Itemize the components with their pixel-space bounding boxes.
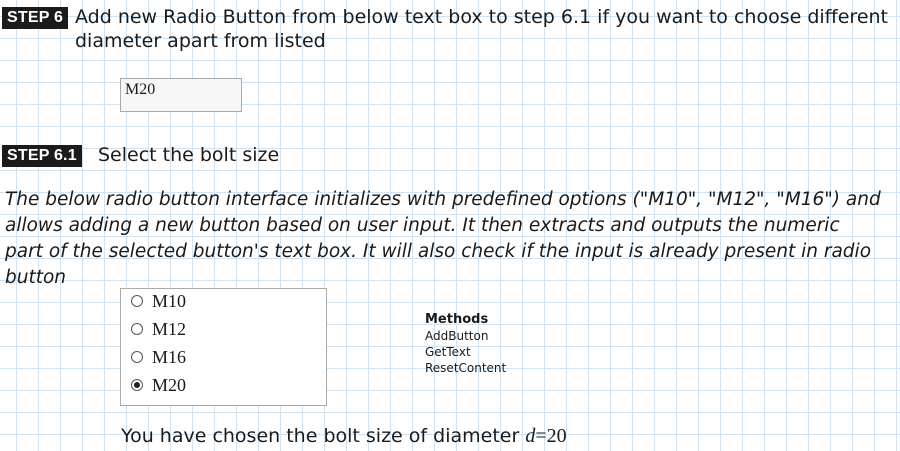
description-line: button [5,267,67,288]
new-diameter-input[interactable]: M20 [120,78,242,112]
radio-option-m12[interactable] [131,317,186,341]
radio-selected-icon[interactable] [131,379,143,391]
method-item: ResetContent [425,361,507,375]
step-6-badge: STEP 6 [2,7,68,29]
step-6-1-title: Select the bolt size [98,144,280,166]
result-value: 20 [546,425,567,447]
step-6-1-badge: STEP 6.1 [2,145,82,167]
radio-circle-icon[interactable] [131,323,143,335]
result-equals: = [535,425,547,447]
result-text: You have chosen the bolt size of diameter [121,425,520,447]
description [5,187,890,291]
radio-option-label: M20 [152,374,187,395]
result-variable: d [525,425,536,447]
step-6-instruction-line-2: diameter apart from listed [75,30,326,52]
method-item: GetText [425,345,471,359]
description-line: part of the selected button's text box. It will also check if the input is already present in radio [5,241,872,262]
radio-option-m20[interactable] [131,373,186,397]
radio-option-m10[interactable] [131,289,186,313]
step-6-instruction-line-1: Add new Radio Button from below text box to step 6.1 if you want to choose different [75,6,889,28]
method-item: AddButton [425,329,489,343]
radio-option-label: M10 [152,290,187,311]
radio-option-label: M16 [152,346,187,367]
bolt-size-radio-group [120,288,327,406]
result-formula [525,425,566,447]
result-line [121,425,567,448]
methods-heading: Methods [425,312,489,327]
description-line: The below radio button interface initializes with predefined options ("M10", "M12", "M16") and [5,189,881,210]
description-line: allows adding a new button based on user input. It then extracts and outputs the numeric [5,215,840,236]
radio-circle-icon[interactable] [131,295,143,307]
radio-option-label: M12 [152,318,187,339]
radio-option-m16[interactable] [131,345,186,369]
methods-panel [425,312,506,376]
radio-circle-icon[interactable] [131,351,143,363]
